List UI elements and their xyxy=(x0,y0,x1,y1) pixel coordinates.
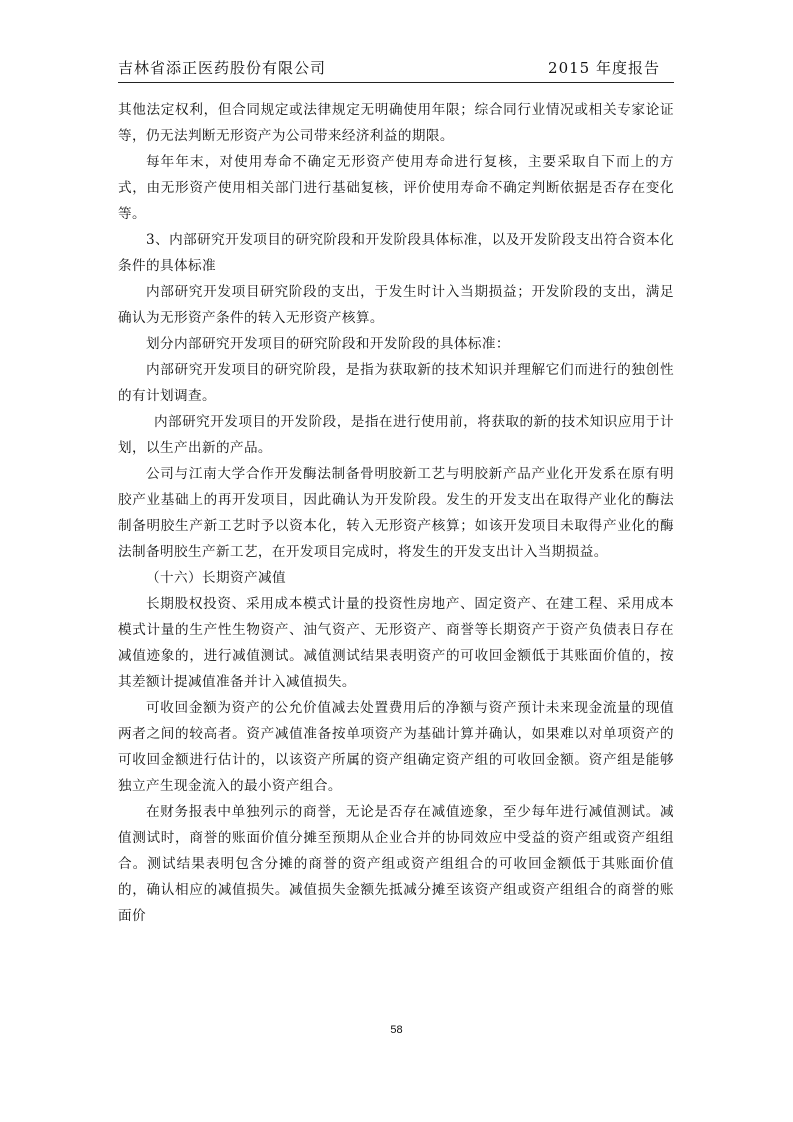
paragraph: 内部研究开发项目的研究阶段，是指为获取新的技术知识并理解它们而进行的独创性的有计划调查。 xyxy=(118,362,674,404)
page-number: 58 xyxy=(390,1024,403,1036)
paragraph: 划分内部研究开发项目的研究阶段和开发阶段的具体标准： xyxy=(146,336,510,352)
paragraph: 长期股权投资、采用成本模式计量的投资性房地产、固定资产、在建工程、采用成本模式计量的生产性生物资产、油气资产、无形资产、商誉等长期资产于资产负债表日存在减值迹象的，进行减值测试。减值测试结果表明资产的可收回金额低于其账面价值的，按其差额计提减值准备并计入减值损失。 xyxy=(118,596,674,690)
company-name: 吉林省添正医药股份有限公司 xyxy=(118,59,327,77)
paragraph: 公司与江南大学合作开发酶法制备骨明胶新工艺与明胶新产品产业化开发系在原有明胶产业基础上的再开发项目，因此确认为开发阶段。发生的开发支出在取得产业化的酶法制备明胶生产新工艺时予以资本化，转入无形资产核算；如该开发项目未取得产业化的酶法制备明胶生产新工艺，在开发项目完成时，将发生的开发支出计入当期损益。 xyxy=(118,466,674,560)
paragraph: 3、内部研究开发项目的研究阶段和开发阶段具体标准，以及开发阶段支出符合资本化条件的具体标准 xyxy=(118,232,674,274)
paragraph: 每年年末，对使用寿命不确定无形资产使用寿命进行复核，主要采取自下而上的方式，由无形资产使用相关部门进行基础复核，评价使用寿命不确定判断依据是否存在变化等。 xyxy=(118,154,674,222)
paragraph: 可收回金额为资产的公允价值减去处置费用后的净额与资产预计未来现金流量的现值两者之间的较高者。资产减值准备按单项资产为基础计算并确认，如果难以对单项资产的可收回金额进行估计的，以该资产所属的资产组确定资产组的可收回金额。资产组是能够独立产生现金流入的最小资产组合。 xyxy=(118,700,674,794)
section-heading: （十六）长期资产减值 xyxy=(146,570,286,586)
paragraph: 内部研究开发项目研究阶段的支出，于发生时计入当期损益；开发阶段的支出，满足确认为无形资产条件的转入无形资产核算。 xyxy=(118,284,674,326)
report-title: 2015 年度报告 xyxy=(548,59,660,77)
paragraph: 其他法定权利，但合同规定或法律规定无明确使用年限；综合同行业情况或相关专家论证等，仍无法判断无形资产为公司带来经济利益的期限。 xyxy=(118,102,674,144)
document-body xyxy=(118,97,674,929)
paragraph: 内部研究开发项目的开发阶段，是指在进行使用前，将获取的新的技术知识应用于计划，以生产出新的产品。 xyxy=(118,414,674,456)
page-header xyxy=(118,56,674,83)
paragraph: 在财务报表中单独列示的商誉，无论是否存在减值迹象，至少每年进行减值测试。减值测试时，商誉的账面价值分摊至预期从企业合并的协同效应中受益的资产组或资产组组合。测试结果表明包含分摊的商誉的资产组或资产组组合的可收回金额低于其账面价值的，确认相应的减值损失。减值损失金额先抵减分摊至该资产组或资产组组合的商誉的账面价 xyxy=(118,804,674,924)
